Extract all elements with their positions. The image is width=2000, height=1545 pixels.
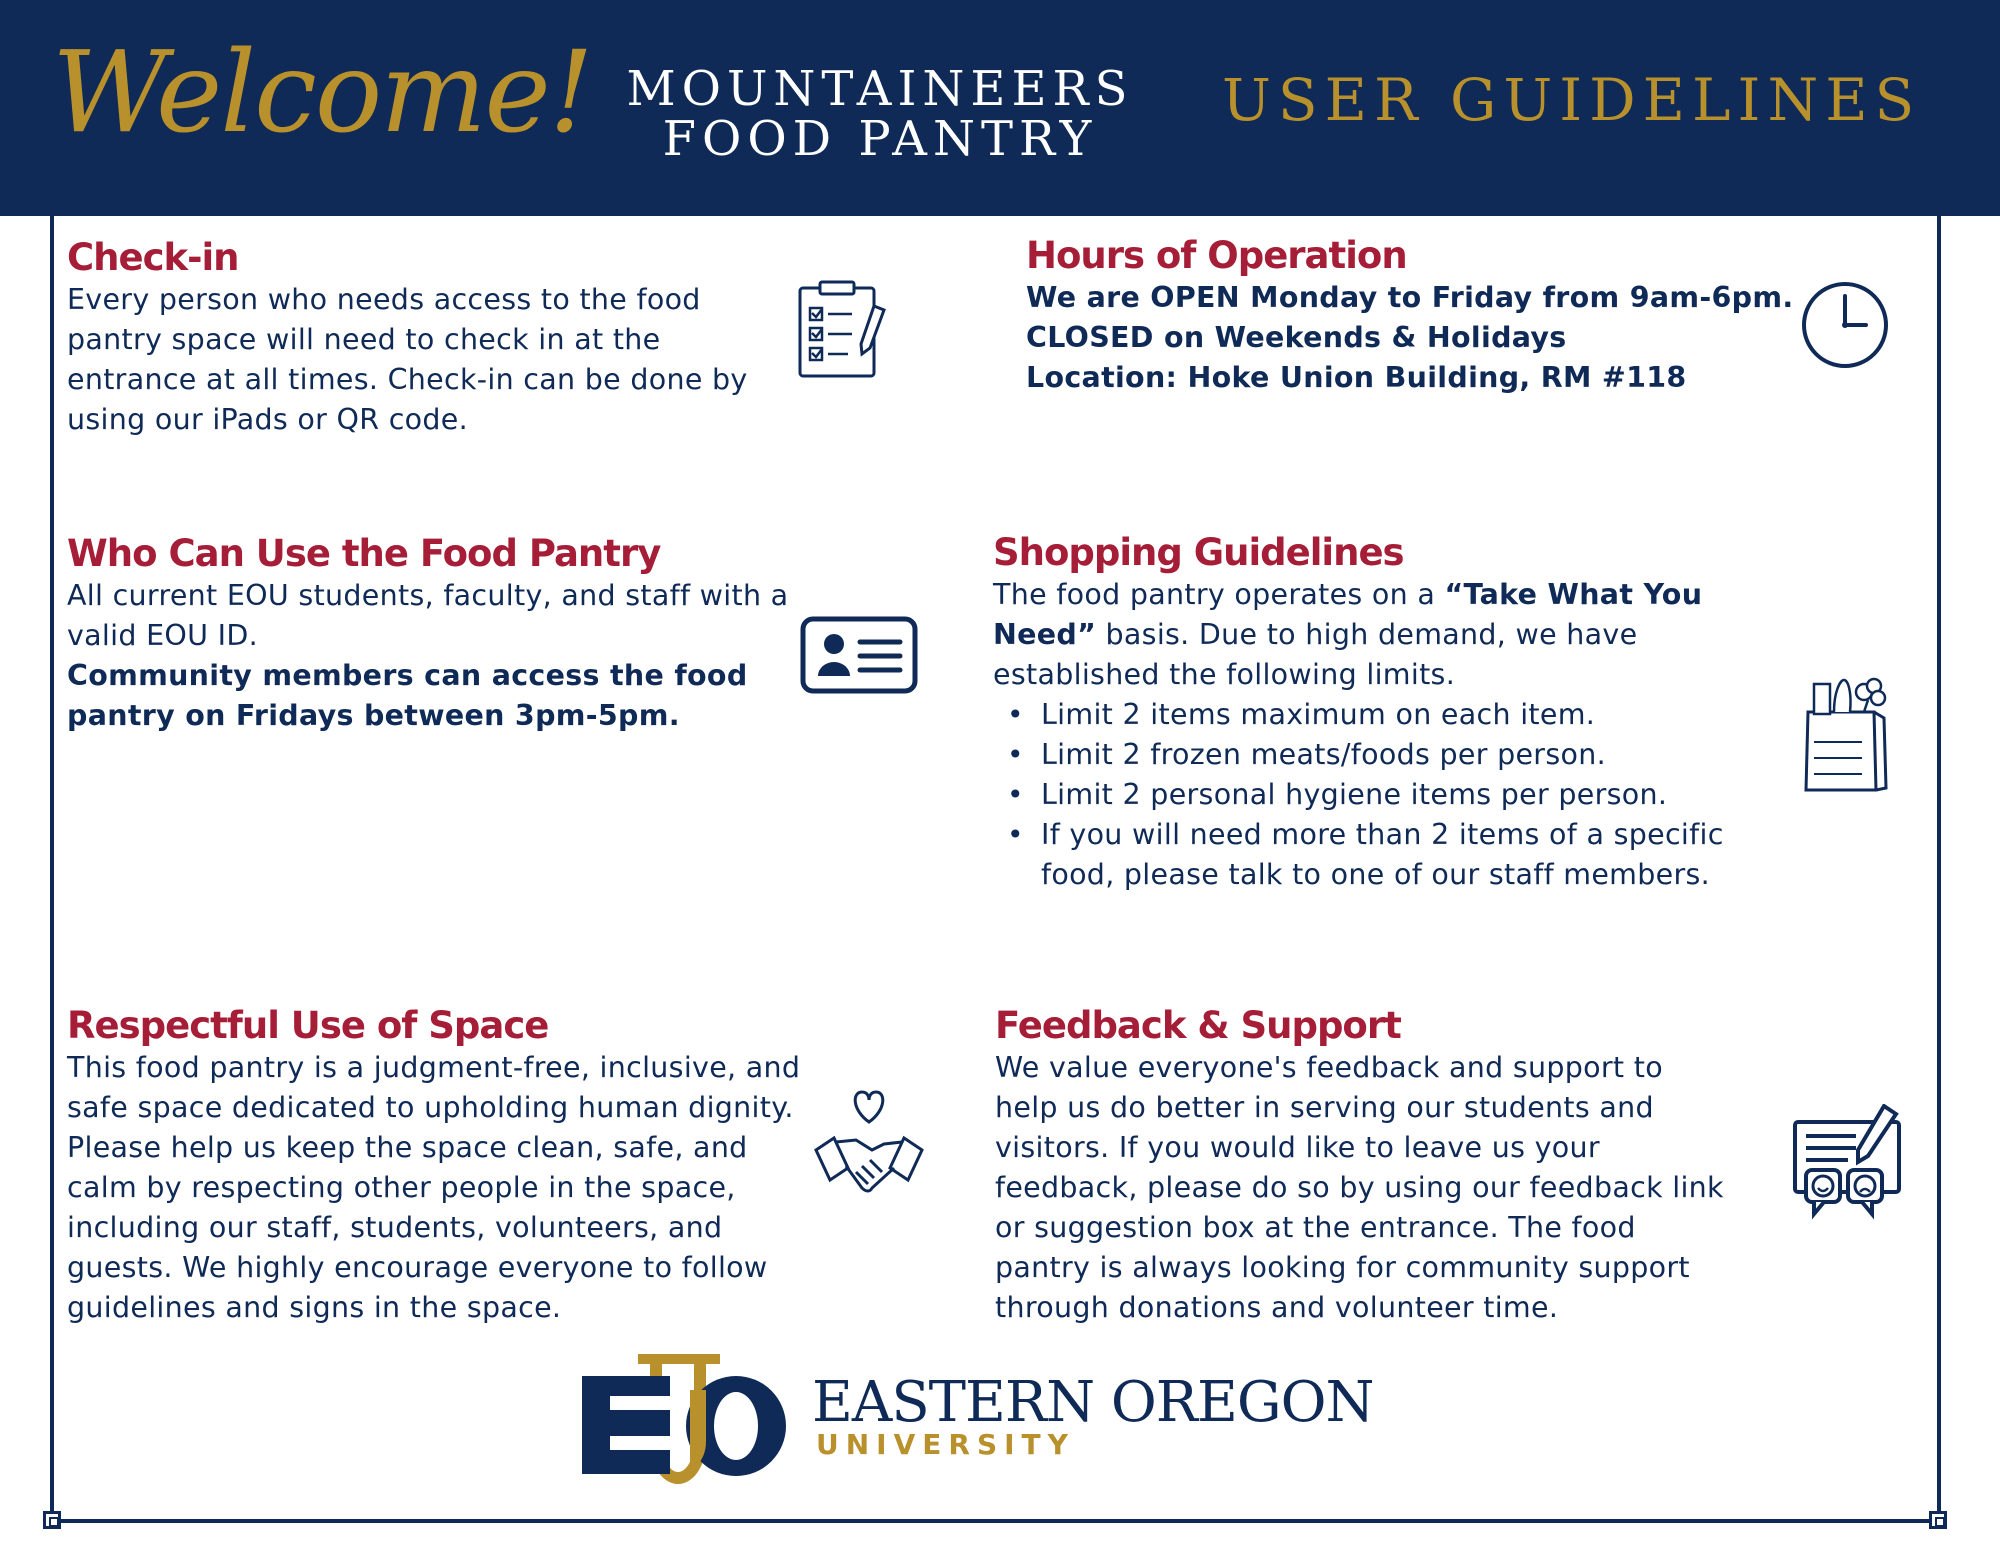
checkin-section bbox=[67, 236, 787, 440]
who-body: All current EOU students, faculty, and staff with a valid EOU ID. bbox=[67, 579, 789, 652]
handshake-heart-icon bbox=[812, 1088, 926, 1204]
shopping-intro-pre: The food pantry operates on a bbox=[993, 578, 1445, 611]
list-item: • If you will need more than 2 items of a specific food, please talk to one of our staff members. bbox=[993, 815, 1733, 895]
frame-corner-ornament bbox=[1929, 1511, 1947, 1529]
grocery-bag-icon bbox=[1800, 672, 1896, 794]
feedback-survey-icon bbox=[1792, 1104, 1904, 1222]
logo-mark-text: EOU bbox=[580, 1350, 583, 1351]
feedback-title: Feedback & Support bbox=[995, 1004, 1401, 1047]
pantry-title-line1: MOUNTAINEERS bbox=[626, 61, 1134, 117]
shopping-intro bbox=[993, 575, 1733, 695]
frame-right-border bbox=[1937, 216, 1941, 1521]
id-card-icon bbox=[800, 616, 918, 694]
checkin-body: Every person who needs access to the food pantry space will need to check in at the entrance at all times. Check-in can be done by using our iPads or QR code. bbox=[67, 283, 748, 436]
hours-open-line: We are OPEN Monday to Friday from 9am-6pm. bbox=[1026, 281, 1794, 314]
respect-section bbox=[67, 1004, 807, 1328]
respect-title: Respectful Use of Space bbox=[67, 1004, 549, 1047]
frame-left-border bbox=[50, 216, 54, 1521]
frame-corner-ornament bbox=[43, 1511, 61, 1529]
hours-section bbox=[1026, 234, 1906, 398]
user-guidelines-title: USER GUIDELINES bbox=[1222, 66, 1922, 134]
checkin-title: Check-in bbox=[67, 236, 239, 279]
list-item: • Limit 2 items maximum on each item. bbox=[993, 695, 1733, 735]
logo-eastern-oregon: EASTERN OREGON bbox=[812, 1370, 1374, 1435]
shopping-title: Shopping Guidelines bbox=[993, 531, 1404, 574]
welcome-script: Welcome! bbox=[52, 28, 592, 158]
list-item: • Limit 2 frozen meats/foods per person. bbox=[993, 735, 1733, 775]
clock-icon bbox=[1800, 280, 1890, 370]
who-section bbox=[67, 532, 807, 736]
shopping-section bbox=[993, 531, 1733, 895]
eou-logo-mark bbox=[580, 1350, 790, 1490]
pantry-title bbox=[580, 61, 1180, 167]
hours-location-line: Location: Hoke Union Building, RM #118 bbox=[1026, 361, 1687, 394]
header-banner bbox=[0, 0, 2000, 216]
list-item: • Limit 2 personal hygiene items per person. bbox=[993, 775, 1733, 815]
pantry-title-line2: FOOD PANTRY bbox=[662, 111, 1098, 167]
hours-closed-line: CLOSED on Weekends & Holidays bbox=[1026, 321, 1567, 354]
respect-body: This food pantry is a judgment-free, inclusive, and safe space dedicated to upholding human dignity. Please help us keep the space clean, safe, and calm by respecting other people in the space, including our staff, students, volunteers, and guests. We highly encourage everyone to follow guidelines and signs in the space. bbox=[67, 1051, 801, 1324]
who-title: Who Can Use the Food Pantry bbox=[67, 532, 661, 575]
clipboard-checklist-icon bbox=[796, 280, 888, 380]
feedback-section bbox=[995, 1004, 1735, 1328]
shopping-limits-list bbox=[993, 695, 1733, 895]
logo-university: UNIVERSITY bbox=[816, 1428, 1075, 1461]
frame-bottom-border bbox=[50, 1519, 1941, 1523]
feedback-body: We value everyone's feedback and support to help us do better in serving our students and visitors. If you would like to leave us your feedback, please do so by using our feedback link or suggestion box at the entrance. The food pantry is always looking for community support through donations and volunteer time. bbox=[995, 1051, 1724, 1324]
shopping-intro-post: basis. Due to high demand, we have established the following limits. bbox=[993, 618, 1638, 691]
who-community-note: Community members can access the food pantry on Fridays between 3pm-5pm. bbox=[67, 659, 748, 732]
shopping-take-what-you-need: “Take What You Need” bbox=[993, 578, 1703, 651]
hours-title: Hours of Operation bbox=[1026, 234, 1407, 277]
